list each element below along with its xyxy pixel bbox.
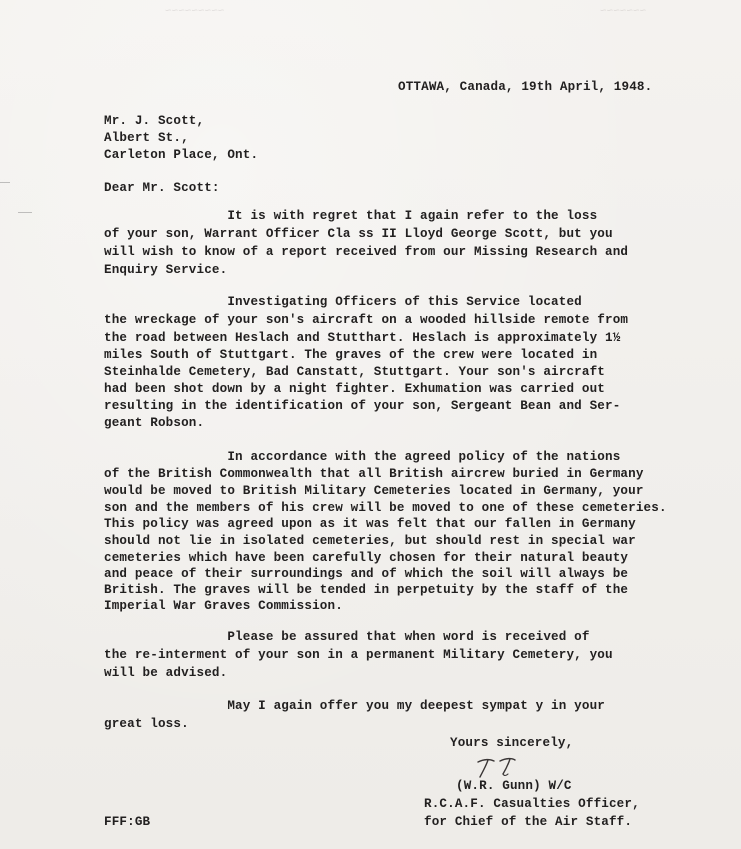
paragraph-line: son and the members of his crew will be moved to one of these cemeteries.: [104, 501, 667, 515]
salutation: Dear Mr. Scott:: [104, 181, 220, 195]
closing: Yours sincerely,: [450, 736, 574, 750]
paragraph-line: should not lie in isolated cemeteries, but should rest in special war: [104, 534, 636, 548]
address-line: Mr. J. Scott,: [104, 114, 205, 128]
paragraph-line: geant Robson.: [104, 416, 205, 430]
paragraph-line: miles South of Stuttgart. The graves of the crew were located in: [104, 348, 598, 362]
fold-mark: [18, 212, 32, 213]
paragraph-line: great loss.: [104, 717, 189, 731]
paragraph-line: British. The graves will be tended in perpetuity by the staff of the: [104, 583, 629, 597]
fold-mark: [0, 182, 10, 183]
signatory-title: R.C.A.F. Casualties Officer,: [424, 797, 640, 811]
place-date: OTTAWA, Canada, 19th April, 1948.: [398, 80, 653, 94]
bleed-through: ~~~~~~~: [600, 6, 647, 18]
signatory-name: (W.R. Gunn) W/C: [456, 779, 572, 793]
paragraph-line: Steinhalde Cemetery, Bad Canstatt, Stuttgart. Your son's aircraft: [104, 365, 605, 379]
paragraph-line: will be advised.: [104, 666, 228, 680]
paragraph-line: of your son, Warrant Officer Cla ss II Lloyd George Scott, but you: [104, 227, 613, 241]
signatory-office: for Chief of the Air Staff.: [424, 815, 633, 829]
paragraph-line: In accordance with the agreed policy of the nations: [104, 450, 621, 464]
paragraph-line: the re-interment of your son in a permanent Military Cemetery, you: [104, 648, 613, 662]
paragraph-line: This policy was agreed upon as it was felt that our fallen in Germany: [104, 517, 636, 531]
paragraph-line: will wish to know of a report received from our Missing Research and: [104, 245, 629, 259]
paragraph-line: and peace of their surroundings and of which the soil will always be: [104, 567, 629, 581]
paragraph-line: Please be assured that when word is received of: [104, 630, 590, 644]
paragraph-line: of the British Commonwealth that all British aircrew buried in Germany: [104, 467, 644, 481]
paragraph-line: would be moved to British Military Cemeteries located in Germany, your: [104, 484, 644, 498]
paragraph-line: had been shot down by a night fighter. Exhumation was carried out: [104, 382, 605, 396]
address-line: Albert St.,: [104, 131, 189, 145]
paragraph-line: Imperial War Graves Commission.: [104, 599, 343, 613]
address-line: Carleton Place, Ont.: [104, 148, 259, 162]
paragraph-line: Enquiry Service.: [104, 263, 228, 277]
paragraph-line: May I again offer you my deepest sympat y in your: [104, 699, 605, 713]
bleed-through: ~~~~~~~~~: [165, 6, 225, 18]
paragraph-line: resulting in the identification of your son, Sergeant Bean and Ser-: [104, 399, 621, 413]
paragraph-line: the wreckage of your son's aircraft on a wooded hillside remote from: [104, 313, 629, 327]
paragraph-line: cemeteries which have been carefully chosen for their natural beauty: [104, 551, 629, 565]
paragraph-line: the road between Heslach and Stutthart. Heslach is approximately 1½: [104, 331, 621, 345]
paragraph-line: It is with regret that I again refer to the loss: [104, 209, 598, 223]
reference-initials: FFF:GB: [104, 815, 151, 829]
paragraph-line: Investigating Officers of this Service located: [104, 295, 582, 309]
